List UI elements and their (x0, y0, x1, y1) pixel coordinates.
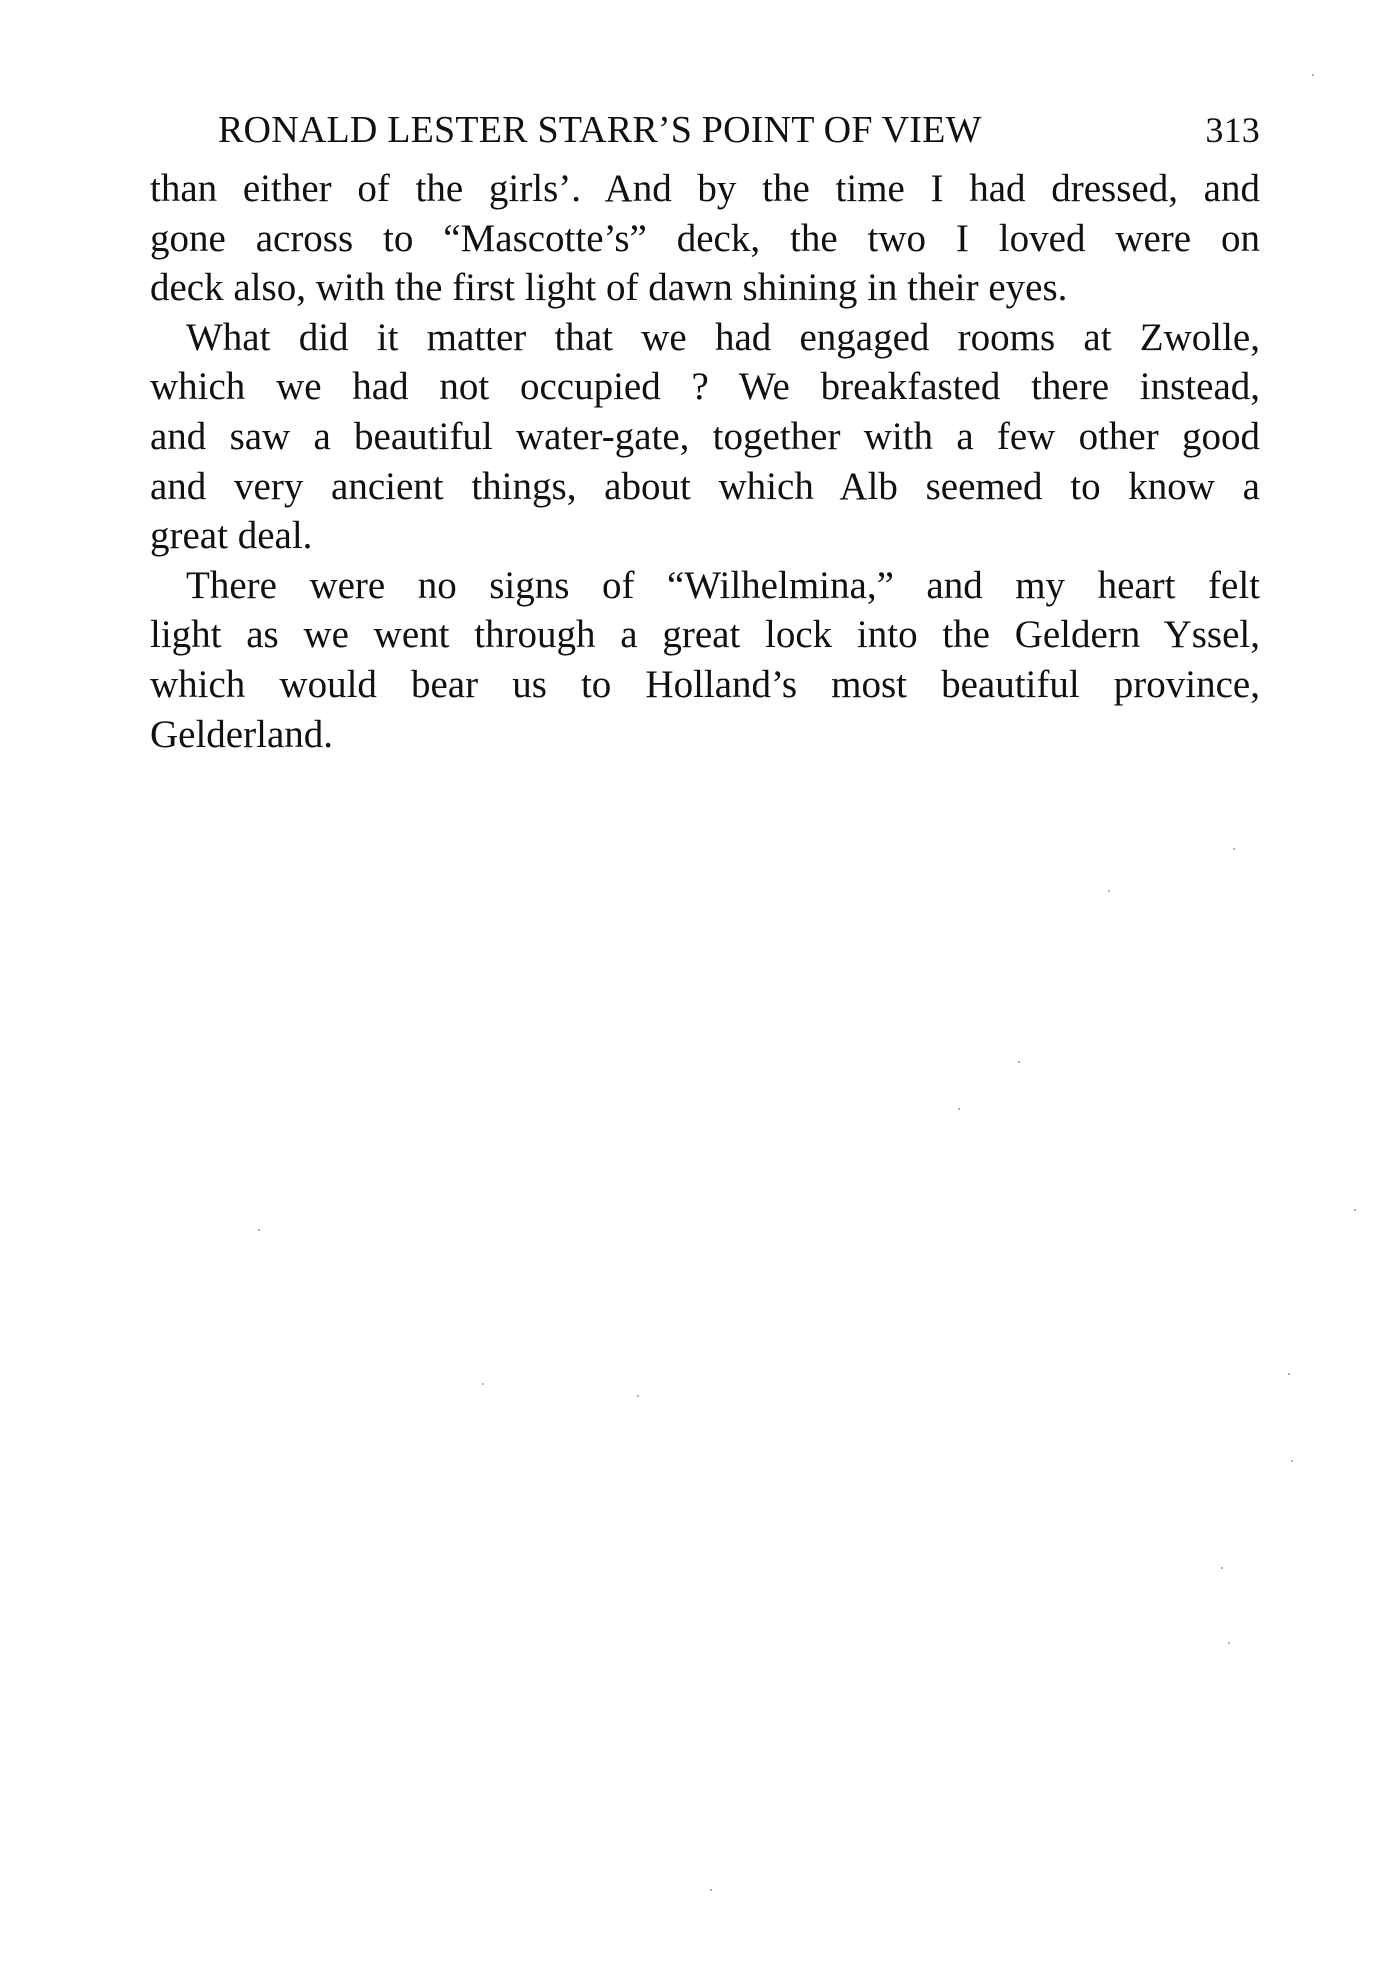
scan-speck (482, 1383, 484, 1385)
scan-speck (1018, 1061, 1020, 1063)
scan-speck (637, 1395, 639, 1397)
text-line: great deal. (150, 514, 313, 558)
text-line: What did it matter that we had engaged rooms at Zwolle, (186, 315, 1260, 359)
text-line: Gelderland. (150, 712, 334, 756)
scan-speck (258, 1229, 260, 1231)
page-number: 313 (1205, 110, 1260, 150)
text-line: deck also, with the first light of dawn shining in their eyes. (150, 266, 1068, 310)
text-line: gone across to “Mascotte’s” deck, the two I loved were on (150, 216, 1260, 260)
scan-speck (1108, 890, 1110, 892)
text-line: than either of the girls’. And by the time I had dressed, and (150, 167, 1260, 210)
scan-speck (958, 1108, 960, 1110)
text-line: and saw a beautiful water-gate, together with a few other good (150, 414, 1260, 458)
text-line: light as we went through a great lock into the Geldern Yssel, (150, 613, 1260, 657)
text-line: which we had not occupied ? We breakfasted there instead, (150, 365, 1260, 409)
body-text (150, 164, 1260, 759)
scan-speck (1288, 1373, 1290, 1375)
text-line: which would bear us to Holland’s most beautiful province, (150, 662, 1260, 706)
paragraph-1 (150, 164, 1260, 313)
scan-speck (1354, 1209, 1356, 1211)
scan-speck (1233, 848, 1235, 850)
scan-speck (1228, 1642, 1230, 1644)
scan-speck (710, 1889, 712, 1891)
scan-speck (1291, 1460, 1293, 1462)
running-title: RONALD LESTER STARR’S POINT OF VIEW (218, 109, 982, 151)
text-line: and very ancient things, about which Alb seemed to know a (150, 464, 1260, 508)
scan-speck (1312, 74, 1314, 76)
paragraph-2 (150, 313, 1260, 561)
text-line: There were no signs of “Wilhelmina,” and my heart felt (186, 563, 1260, 607)
scan-speck (1221, 1567, 1223, 1569)
running-head (150, 104, 1260, 156)
paragraph-3 (150, 561, 1260, 759)
